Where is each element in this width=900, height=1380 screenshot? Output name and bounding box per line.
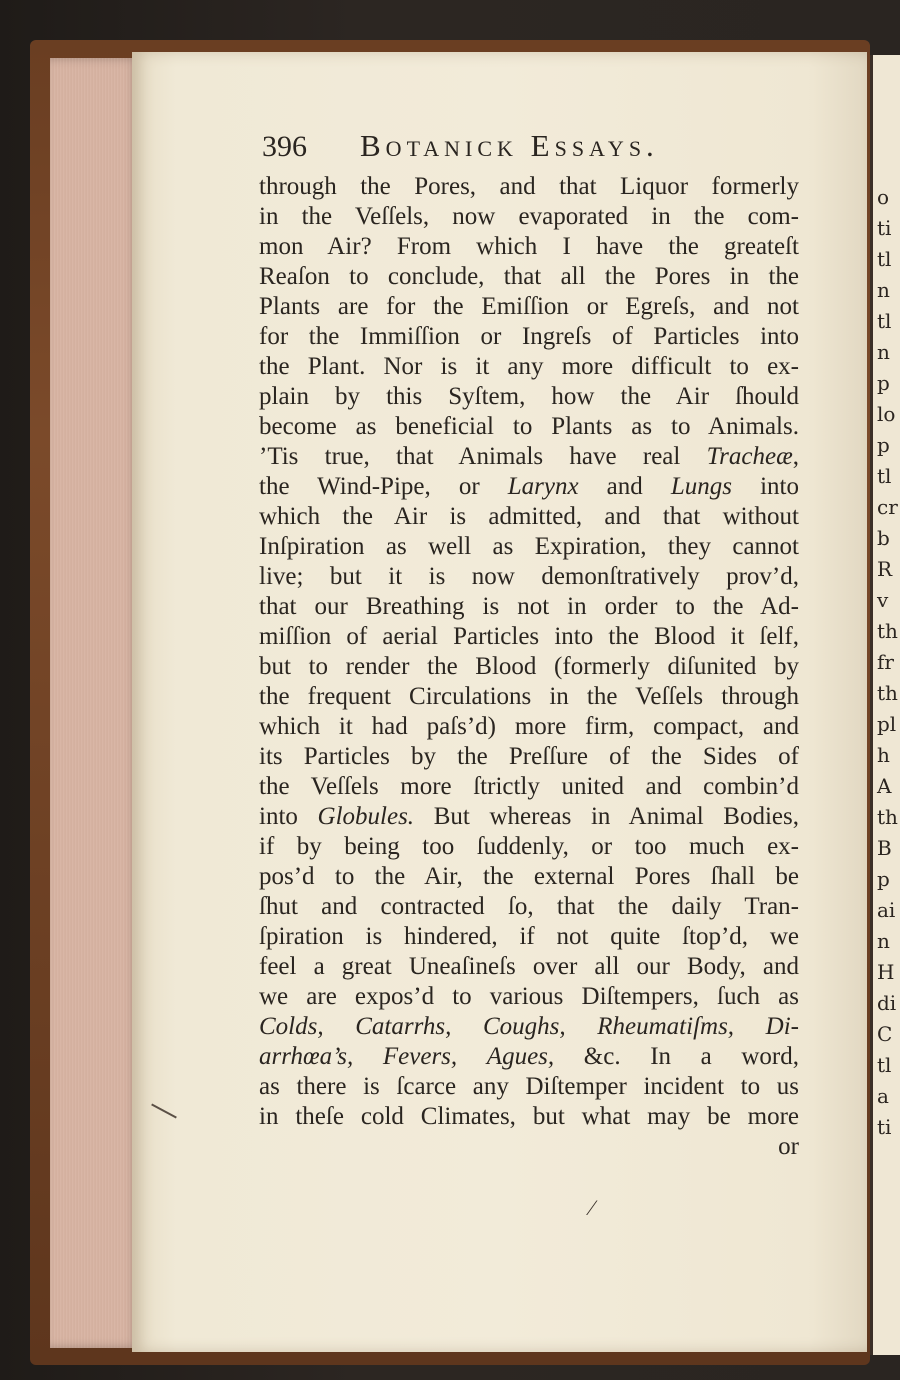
text-line: which it had paſs’d) more firm, compact, and [259,713,799,740]
text-line: Colds, Catarrhs, Coughs, Rheumatiſms, Di- [259,1013,799,1040]
text-line: its Particles by the Preſſure of the Sides of [259,743,799,770]
text-line: if by being too ſuddenly, or too much ex- [259,833,799,860]
facing-page-fragment: n [877,929,890,953]
text-line: ſpiration is hindered, if not quite ſtop’d, we [259,923,799,950]
facing-page-fragment: th [877,681,898,705]
text-line: become as beneficial to Plants as to Animals. [259,413,799,440]
facing-page-fragment: H [877,960,895,984]
facing-page-fragment: p [877,371,890,395]
facing-page-fragment: lo [877,402,896,426]
page-fore-edge [50,58,140,1348]
text-line: live; but it is now demonſtratively prov’d, [259,563,799,590]
facing-page-fragment: b [877,526,890,550]
facing-page-fragment: tl [877,1053,892,1077]
facing-page-fragment: p [877,433,890,457]
facing-page-fragment: ti [877,1115,892,1139]
running-head-title: Botanick Essays. [360,128,659,163]
facing-page-fragment: fr [877,650,894,674]
text-line: through the Pores, and that Liquor formerly [259,173,799,200]
facing-page-fragment: th [877,619,898,643]
text-line: arrhœa’s, Fevers, Agues, &c. In a word, [259,1043,799,1070]
text-line: that our Breathing is not in order to the Ad- [259,593,799,620]
facing-page-fragment: di [877,991,897,1015]
text-line: the Wind-Pipe, or Larynx and Lungs into [259,473,799,500]
text-line: the Veſſels more ſtrictly united and combin’d [259,773,799,800]
page-number: 396 [262,130,307,163]
facing-page-fragment: o [877,185,890,209]
facing-page-fragment: B [877,836,892,860]
text-line: the frequent Circulations in the Veſſels through [259,683,799,710]
text-line: Inſpiration as well as Expiration, they cannot [259,533,799,560]
facing-page-sliver [870,55,900,1355]
facing-page-fragment: pl [877,712,897,736]
text-line: pos’d to the Air, the external Pores ſhall be [259,863,799,890]
text-line: plain by this Syſtem, how the Air ſhould [259,383,799,410]
facing-page-fragment: th [877,805,898,829]
facing-page-fragment: cr [877,495,898,519]
text-line: Reaſon to conclude, that all the Pores in the [259,263,799,290]
facing-page-fragment: a [877,1084,889,1108]
facing-page-fragment: A [877,774,892,798]
facing-page-fragment: C [877,1022,893,1046]
text-line: ’Tis true, that Animals have real Tracheæ, [259,443,799,470]
catchword: or [778,1133,799,1160]
facing-page-fragment: tl [877,247,892,271]
facing-page-fragment: p [877,867,890,891]
text-line: as there is ſcarce any Diſtemper incident to us [259,1073,799,1100]
text-line: ſhut and contracted ſo, that the daily Tran- [259,893,799,920]
text-line: we are expos’d to various Diſtempers, ſuch as [259,983,799,1010]
facing-page-fragment: R [877,557,893,581]
ink-mark: ⁄ [590,1195,594,1220]
facing-page-fragment: n [877,278,890,302]
text-line: miſſion of aerial Particles into the Blood it ſelf, [259,623,799,650]
text-line: for the Immiſſion or Ingreſs of Particles into [259,323,799,350]
text-line: mon Air? From which I have the greateſt [259,233,799,260]
text-line: Plants are for the Emiſſion or Egreſs, and not [259,293,799,320]
text-line: the Plant. Nor is it any more difficult to ex- [259,353,799,380]
text-line: but to render the Blood (formerly diſunited by [259,653,799,680]
facing-page-fragment: ai [877,898,896,922]
facing-page-fragment: n [877,340,890,364]
text-line: feel a great Uneaſineſs over all our Body, and [259,953,799,980]
facing-page-fragment: v [877,588,889,612]
facing-page-fragment: ti [877,216,892,240]
text-line: in the Veſſels, now evaporated in the com- [259,203,799,230]
running-head [262,128,802,164]
text-line: which the Air is admitted, and that without [259,503,799,530]
facing-page-fragment: tl [877,464,892,488]
body-text [259,172,799,1162]
facing-page-fragment: tl [877,309,892,333]
text-line: into Globules. But whereas in Animal Bodies, [259,803,799,830]
text-line: in theſe cold Climates, but what may be more [259,1103,799,1130]
facing-page-fragment: h [877,743,890,767]
